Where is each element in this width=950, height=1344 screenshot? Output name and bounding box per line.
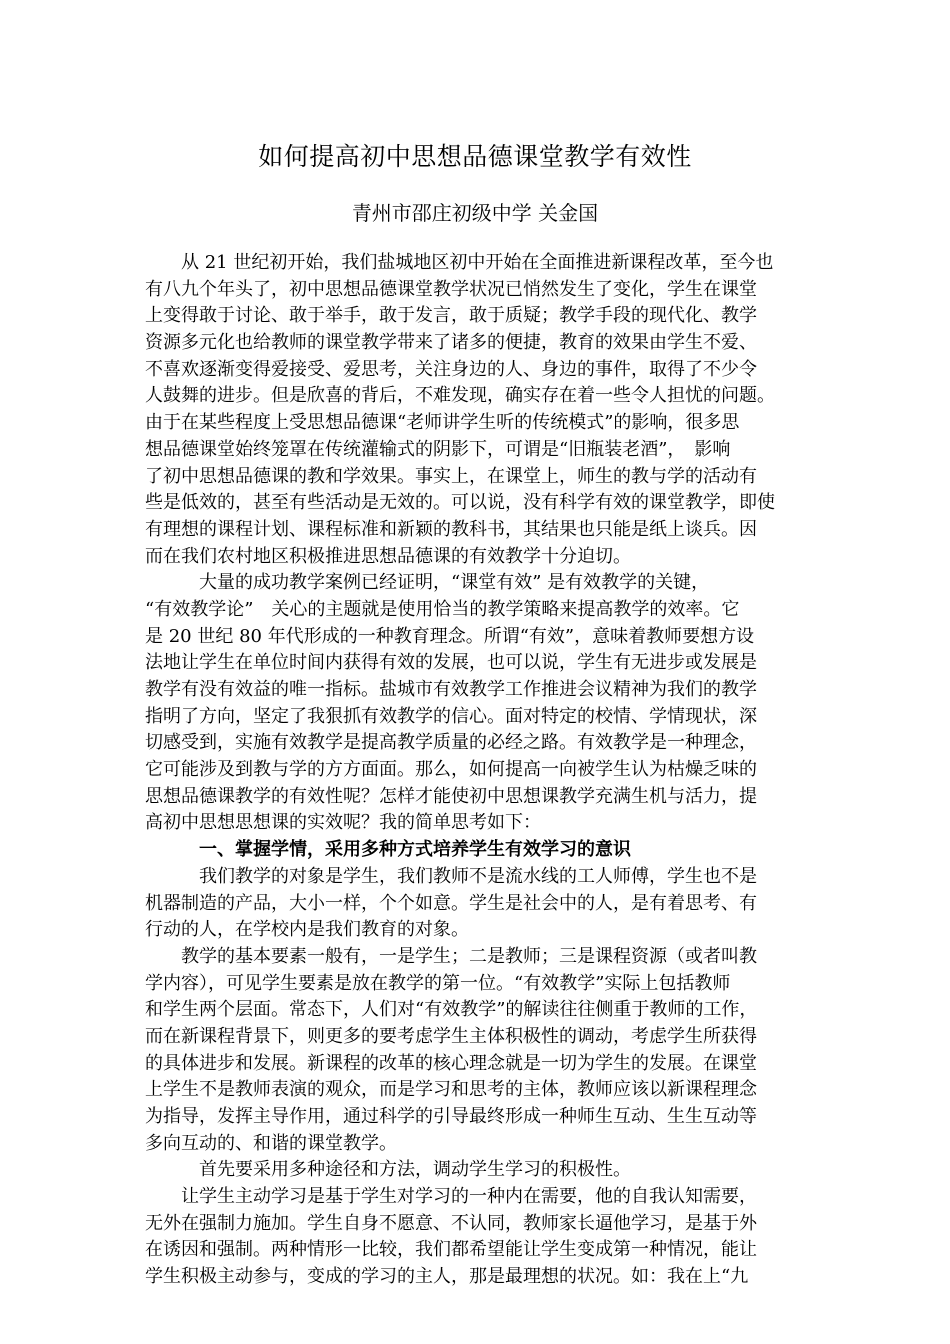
text-line: 了初中思想品德课的教和学效果。事实上，在课堂上，师生的教与学的活动有: [145, 465, 757, 487]
text-line: 而在新课程背景下，则更多的要考虑学生主体积极性的调动，考虑学生所获得: [145, 1025, 757, 1047]
text-line: 法地让学生在单位时间内获得有效的发展，也可以说，学生有无进步或发展是: [145, 652, 757, 674]
text-line: 多向互动的、和谐的课堂教学。: [145, 1132, 397, 1154]
text-line: 切感受到，实施有效教学是提高教学质量的必经之路。有效教学是一种理念，: [145, 732, 757, 754]
text-line: 有理想的课程计划、课程标准和新颖的教科书，其结果也只能是纸上谈兵。因: [145, 518, 757, 540]
text-line: 首先要采用多种途径和方法，调动学生学习的积极性。: [145, 1159, 631, 1181]
text-line: 机器制造的产品，大小一样，个个如意。学生是社会中的人，是有着思考、有: [145, 892, 757, 914]
text-line: 它可能涉及到教与学的方方面面。那么，如何提高一向被学生认为枯燥乏味的: [145, 759, 757, 781]
text-line: 是 20 世纪 80 年代形成的一种教育理念。所谓“有效”，意味着教师要想方设: [145, 625, 755, 647]
text-line: 大量的成功教学案例已经证明，“课堂有效” 是有效教学的关键，: [145, 572, 710, 594]
text-line: 由于在某些程度上受思想品德课“老师讲学生听的传统模式”的影响，很多思: [145, 412, 740, 434]
body-text: [145, 250, 805, 1291]
text-line: 指明了方向，坚定了我狠抓有效教学的信心。面对特定的校情、学情现状，深: [145, 705, 757, 727]
text-line: 学生积极主动参与，变成的学习的主人，那是最理想的状况。如：我在上“九: [145, 1266, 749, 1288]
section-heading: 一、掌握学情，采用多种方式培养学生有效学习的意识: [145, 839, 631, 861]
text-line: 学内容），可见学生要素是放在教学的第一位。“有效教学”实际上包括教师: [145, 972, 731, 994]
text-line: 为指导，发挥主导作用，通过科学的引导最终形成一种师生互动、生生互动等: [145, 1106, 757, 1127]
text-line: 我们教学的对象是学生，我们教师不是流水线的工人师傅，学生也不是: [145, 865, 757, 887]
text-line: 想品德课堂始终笼罩在传统灌输式的阴影下，可谓是“旧瓶装老酒”， 影响: [145, 438, 731, 460]
text-line: 人鼓舞的进步。但是欣喜的背后，不难发现，确实存在着一些令人担忧的问题。: [145, 385, 775, 407]
text-line: 无外在强制力施加。学生自身不愿意、不认同，教师家长逼他学习，是基于外: [145, 1212, 757, 1234]
text-line: 在诱因和强制。两种情形一比较，我们都希望能让学生变成第一种情况，能让: [145, 1239, 757, 1261]
text-line: 有八九个年头了，初中思想品德课堂教学状况已悄然发生了变化，学生在课堂: [145, 278, 757, 300]
text-line: 让学生主动学习是基于学生对学习的一种内在需要，他的自我认知需要，: [145, 1186, 757, 1208]
text-line: 而在我们农村地区积极推进思想品德课的有效教学十分迫切。: [145, 545, 631, 567]
text-line: 资源多元化也给教师的课堂教学带来了诸多的便捷，教育的效果由学生不爱、: [145, 332, 757, 354]
text-line: 的具体进步和发展。新课程的改革的核心理念就是一切为学生的发展。在课堂: [145, 1052, 757, 1074]
text-line: 上学生不是教师表演的观众，而是学习和思考的主体，教师应该以新课程理念: [145, 1079, 757, 1101]
text-line: 从 21 世纪初开始，我们盐城地区初中开始在全面推进新课程改革，至今也: [145, 252, 774, 273]
text-line: 教学有没有效益的唯一指标。盐城市有效教学工作推进会议精神为我们的教学: [145, 679, 757, 700]
text-line: 教学的基本要素一般有，一是学生；二是教师；三是课程资源（或者叫教: [145, 945, 757, 967]
text-line: 不喜欢逐渐变得爱接受、爱思考，关注身边的人、身边的事件，取得了不少令: [145, 358, 757, 380]
text-line: “有效教学论” 关心的主题就是使用恰当的教学策略来提高教学的效率。它: [145, 598, 740, 620]
text-line: 些是低效的，甚至有些活动是无效的。可以说，没有科学有效的课堂教学，即使: [145, 492, 775, 514]
text-line: 和学生两个层面。常态下，人们对“有效教学”的解读往往侧重于教师的工作，: [145, 999, 758, 1021]
document-title: 如何提高初中思想品德课堂教学有效性: [258, 142, 692, 171]
text-line: 行动的人，在学校内是我们教育的对象。: [145, 919, 469, 941]
text-line: 高初中思想思想课的实效呢？我的简单思考如下：: [145, 812, 541, 834]
text-line: 上变得敢于讨论、敢于举手，敢于发言，敢于质疑；教学手段的现代化、教学: [145, 305, 757, 327]
text-line: 思想品德课教学的有效性呢？怎样才能使初中思想课教学充满生机与活力，提: [145, 785, 757, 807]
author-byline: 青州市邵庄初级中学 关金国: [351, 201, 599, 225]
